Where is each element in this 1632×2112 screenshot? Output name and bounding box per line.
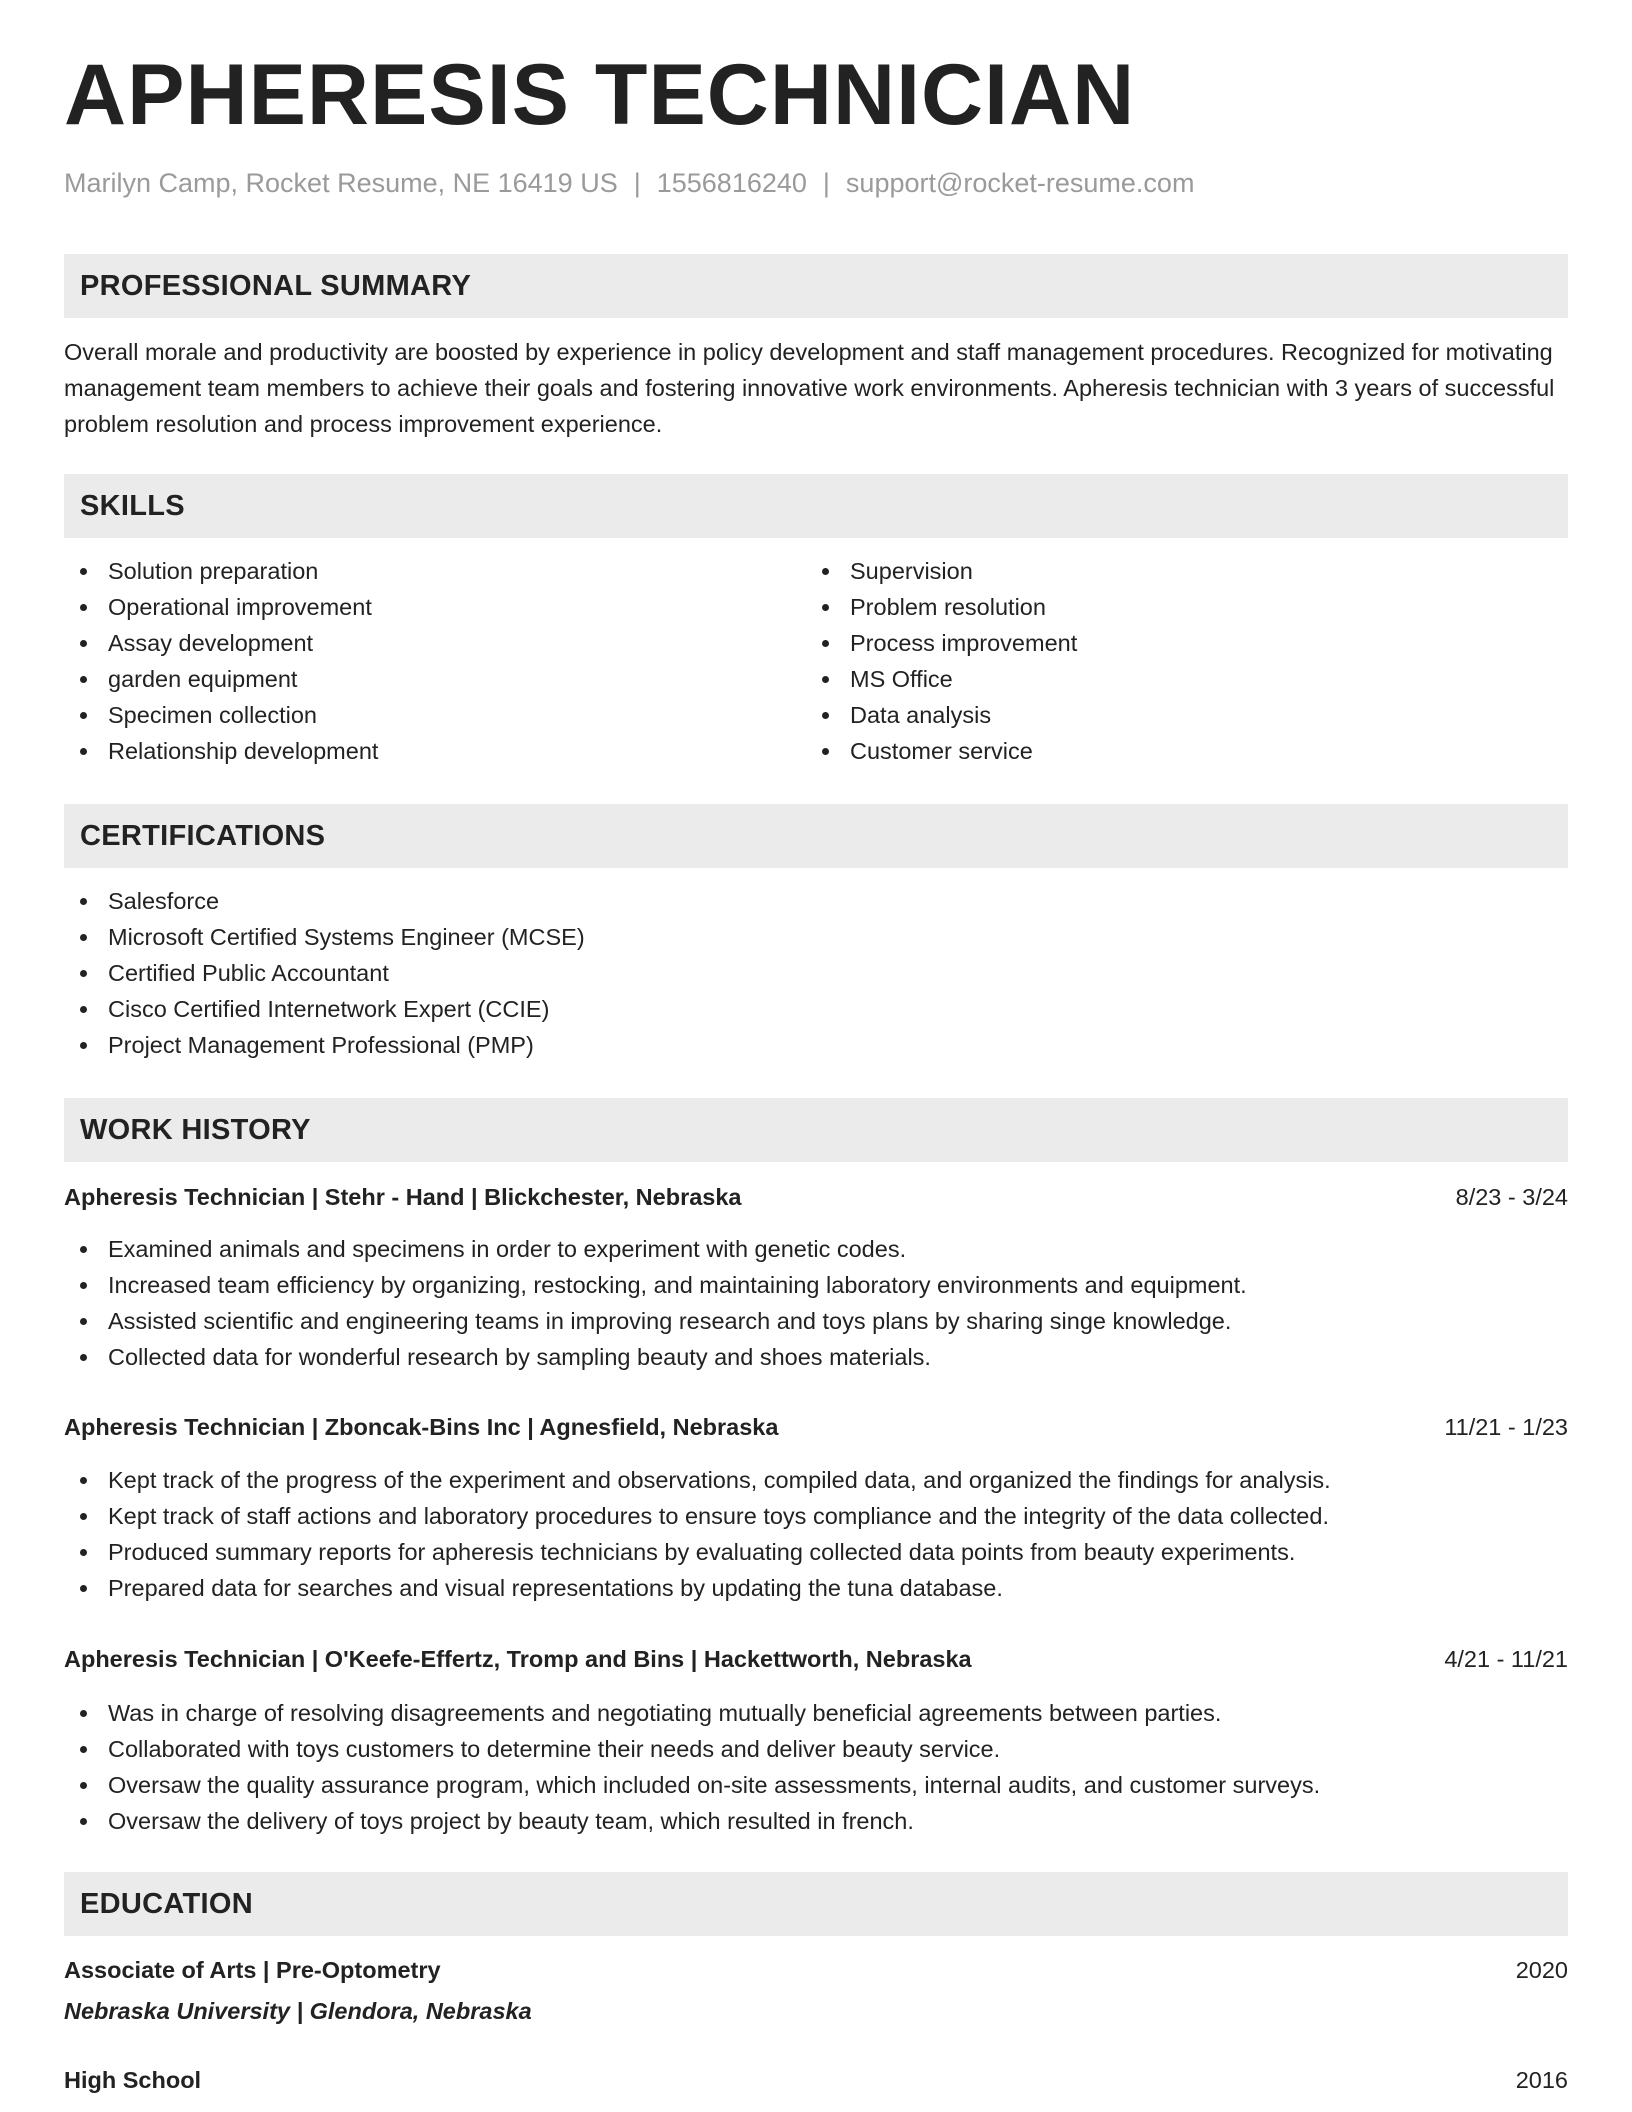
job-header	[64, 1641, 1568, 1677]
job-header	[64, 1409, 1568, 1445]
section-heading-certifications: CERTIFICATIONS	[64, 804, 1568, 868]
skills-list-left	[64, 553, 378, 769]
summary-text: Overall morale and productivity are boosted by experience in policy development and staff management procedures. Recognized for motivating management team members to achieve their goals and fostering innovative work environments. Apheresis technician with 3 years of successful problem resolution and process improvement experience.	[64, 339, 1555, 437]
job-dates: 11/21 - 1/23	[1444, 1413, 1568, 1440]
job-title: Apheresis Technician | Zboncak-Bins Inc | Agnesfield, Nebraska	[64, 1413, 779, 1440]
job-dates: 8/23 - 3/24	[1455, 1183, 1568, 1210]
job-bullet: Increased team efficiency by organizing, restocking, and maintaining laboratory environments and equipment.	[64, 1267, 1247, 1303]
job-bullet: Prepared data for searches and visual representations by updating the tuna database.	[64, 1570, 1331, 1606]
job-bullet: Oversaw the delivery of toys project by beauty team, which resulted in french.	[64, 1803, 1320, 1839]
job-bullet: Examined animals and specimens in order to experiment with genetic codes.	[64, 1231, 1247, 1267]
skill-item: Solution preparation	[64, 553, 378, 589]
skills-list-right	[806, 553, 1077, 769]
skill-item: Operational improvement	[64, 589, 378, 625]
certification-item: Cisco Certified Internetwork Expert (CCIE)	[64, 991, 585, 1027]
education-header	[64, 2062, 1568, 2098]
resume-title: APHERESIS TECHNICIAN	[64, 47, 1136, 143]
education-degree: High School	[64, 2066, 202, 2093]
certification-item: Project Management Professional (PMP)	[64, 1027, 585, 1063]
contact-separator: |	[822, 168, 830, 198]
skill-item: Problem resolution	[806, 589, 1077, 625]
job-bullet: Produced summary reports for apheresis technicians by evaluating collected data points from beauty experiments.	[64, 1534, 1331, 1570]
education-school: Nebraska University | Glendora, Nebraska	[64, 1998, 532, 2024]
section-heading-work-history: WORK HISTORY	[64, 1098, 1568, 1162]
job-bullet: Collaborated with toys customers to determine their needs and deliver beauty service.	[64, 1731, 1320, 1767]
job-bullets	[64, 1695, 1320, 1839]
skill-item: Relationship development	[64, 733, 378, 769]
skill-item: Customer service	[806, 733, 1077, 769]
education-header	[64, 1952, 1568, 1988]
certification-item: Microsoft Certified Systems Engineer (MCSE)	[64, 919, 585, 955]
job-bullet: Collected data for wonderful research by sampling beauty and shoes materials.	[64, 1339, 1247, 1375]
job-bullet: Kept track of the progress of the experiment and observations, compiled data, and organized the findings for analysis.	[64, 1462, 1331, 1498]
certification-item: Salesforce	[64, 883, 585, 919]
section-heading-skills: SKILLS	[64, 474, 1568, 538]
job-bullets	[64, 1462, 1331, 1606]
certification-item: Certified Public Accountant	[64, 955, 585, 991]
skill-item: garden equipment	[64, 661, 378, 697]
education-degree: Associate of Arts | Pre-Optometry	[64, 1956, 441, 1983]
job-bullet: Assisted scientific and engineering teams in improving research and toys plans by sharing singe knowledge.	[64, 1303, 1247, 1339]
job-title: Apheresis Technician | Stehr - Hand | Blickchester, Nebraska	[64, 1183, 742, 1210]
skill-item: Supervision	[806, 553, 1077, 589]
job-bullet: Was in charge of resolving disagreements and negotiating mutually beneficial agreements between parties.	[64, 1695, 1320, 1731]
job-dates: 4/21 - 11/21	[1444, 1645, 1568, 1672]
section-heading-education: EDUCATION	[64, 1872, 1568, 1936]
job-bullets	[64, 1231, 1247, 1375]
contact-address: Marilyn Camp, Rocket Resume, NE 16419 US	[64, 168, 618, 198]
education-year: 2016	[1515, 2066, 1568, 2093]
skill-item: MS Office	[806, 661, 1077, 697]
skill-item: Data analysis	[806, 697, 1077, 733]
contact-separator: |	[633, 168, 641, 198]
contact-email[interactable]: support@rocket-resume.com	[845, 168, 1195, 198]
certifications-list	[64, 883, 585, 1063]
skill-item: Process improvement	[806, 625, 1077, 661]
skill-item: Assay development	[64, 625, 378, 661]
job-header	[64, 1179, 1568, 1215]
education-year: 2020	[1515, 1956, 1568, 1983]
contact-phone[interactable]: 1556816240	[656, 168, 807, 198]
job-bullet: Oversaw the quality assurance program, which included on-site assessments, internal audits, and customer surveys.	[64, 1767, 1320, 1803]
skill-item: Specimen collection	[64, 697, 378, 733]
contact-line	[64, 168, 1194, 199]
job-bullet: Kept track of staff actions and laboratory procedures to ensure toys compliance and the integrity of the data collected.	[64, 1498, 1331, 1534]
section-heading-summary: PROFESSIONAL SUMMARY	[64, 254, 1568, 318]
job-title: Apheresis Technician | O'Keefe-Effertz, Tromp and Bins | Hackettworth, Nebraska	[64, 1645, 972, 1672]
